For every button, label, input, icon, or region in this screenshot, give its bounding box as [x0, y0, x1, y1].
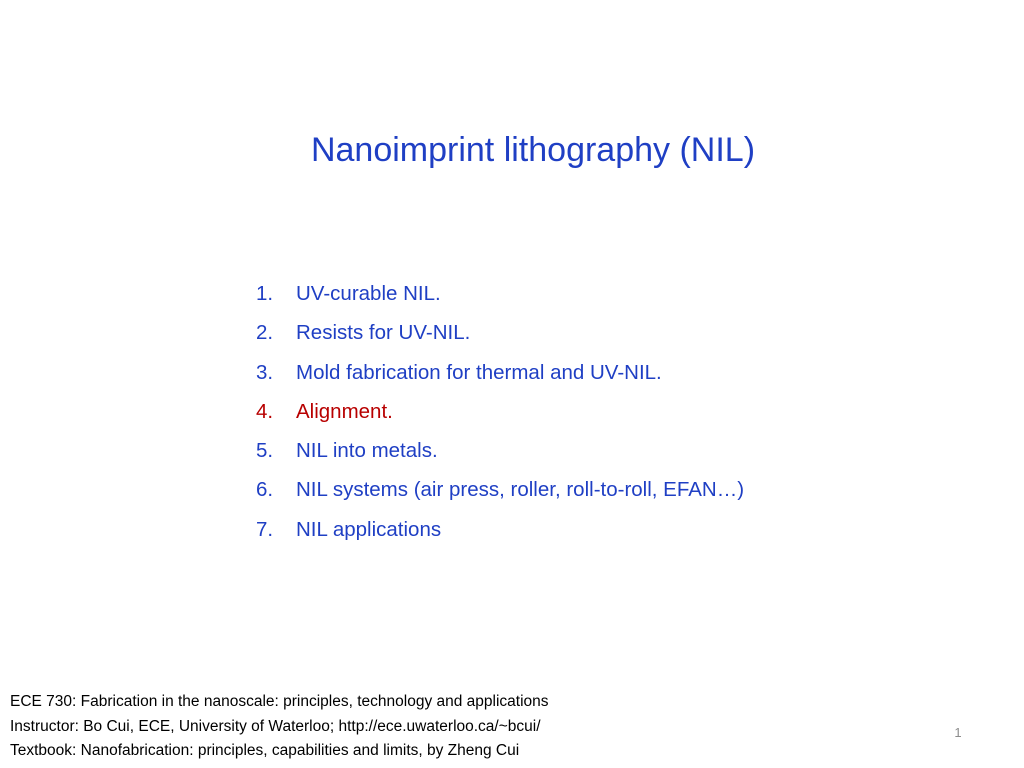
agenda-list — [256, 279, 744, 554]
agenda-item-text: Alignment. — [296, 399, 393, 423]
agenda-item-text: NIL applications — [296, 517, 442, 541]
agenda-item-text: Mold fabrication for thermal and UV-NIL. — [296, 360, 662, 384]
agenda-item — [256, 475, 744, 514]
agenda-item-number: 2. — [256, 321, 274, 345]
agenda-item-text: Resists for UV-NIL. — [296, 321, 471, 345]
agenda-item — [256, 515, 744, 554]
footer-textbook-line: Textbook: Nanofabrication: principles, capabilities and limits, by Zheng Cui — [10, 742, 520, 759]
agenda-item-number: 6. — [256, 478, 274, 502]
agenda-item-text: UV-curable NIL. — [296, 282, 441, 305]
agenda-item-number: 5. — [256, 439, 274, 463]
agenda-item — [256, 358, 744, 397]
agenda-item-text: NIL systems (air press, roller, roll-to-roll, EFAN…) — [296, 478, 745, 502]
agenda-item-number: 4. — [256, 399, 274, 423]
agenda-item — [256, 318, 744, 357]
agenda-item-number: 3. — [256, 360, 274, 384]
agenda-item-text: NIL into metals. — [296, 439, 438, 463]
agenda-item-number: 1. — [256, 282, 274, 305]
footer-instructor-line: Instructor: Bo Cui, ECE, University of Waterloo; http://ece.uwaterloo.ca/~bcui/ — [10, 717, 541, 735]
page-number: 1 — [954, 725, 962, 740]
agenda-item-number: 7. — [256, 517, 274, 541]
agenda-item — [256, 397, 744, 436]
agenda-item — [256, 436, 744, 475]
course-footer — [10, 690, 549, 764]
agenda-item — [256, 279, 744, 318]
footer-course-line: ECE 730: Fabrication in the nanoscale: principles, technology and applications — [10, 693, 549, 710]
slide-title: Nanoimprint lithography (NIL) — [310, 131, 756, 169]
